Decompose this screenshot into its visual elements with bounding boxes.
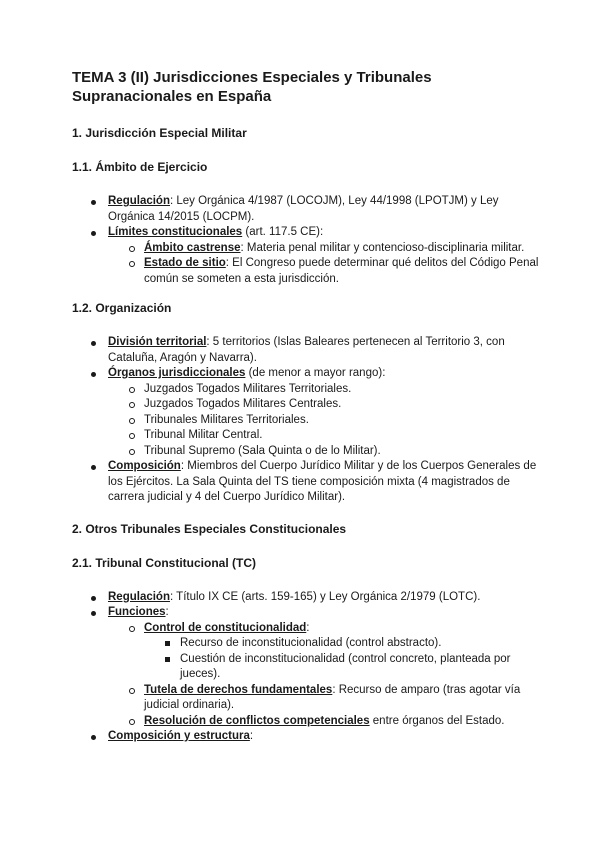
regulacion-text: : Ley Orgánica 4/1987 (LOCOJM), Ley 44/1998 (LPOTJM) y Ley Orgánica 14/2015 (LOCPM). xyxy=(108,195,499,223)
control-label: Control de constitucionalidad xyxy=(144,621,307,634)
tc-composicion-text: : xyxy=(249,730,254,742)
document-page xyxy=(72,68,542,759)
sitio-text: : El Congreso puede determinar qué delitos del Código Penal común se someten a esta jurisdicción. xyxy=(144,257,539,285)
section-2-1-list xyxy=(72,590,542,745)
list-item: Tribunales Militares Territoriales. xyxy=(108,413,542,429)
list-item-control xyxy=(108,621,542,683)
section-1-1-heading: 1.1. Ámbito de Ejercicio xyxy=(72,160,208,174)
organos-text: (de menor a mayor rango): xyxy=(245,367,386,379)
list-item-ambito xyxy=(108,241,542,257)
ambito-text: : Materia penal militar y contencioso-disciplinaria militar. xyxy=(240,241,525,254)
composicion-label: Composición xyxy=(108,460,181,472)
regulacion-label: Regulación xyxy=(108,195,170,207)
list-item-division xyxy=(72,335,542,366)
list-item-regulacion xyxy=(72,194,542,225)
document-title: TEMA 3 (II) Jurisdicciones Especiales y Tribunales Supranacionales en España xyxy=(72,69,432,105)
section-1-2-list xyxy=(72,335,542,506)
control-sublist xyxy=(144,636,542,683)
funciones-label: Funciones xyxy=(108,606,166,618)
conflictos-text: entre órganos del Estado. xyxy=(369,714,505,727)
limites-sublist xyxy=(108,241,542,288)
limites-label: Límites constitucionales xyxy=(108,226,243,238)
control-text: : xyxy=(306,621,310,634)
ambito-label: Ámbito castrense xyxy=(144,241,241,254)
limites-text: (art. 117.5 CE): xyxy=(242,226,324,238)
list-item-tc-composicion xyxy=(72,729,542,745)
list-item-organos xyxy=(72,366,542,459)
tc-composicion-label: Composición y estructura xyxy=(108,730,250,742)
organos-label: Órganos jurisdiccionales xyxy=(108,367,246,379)
section-2-heading: 2. Otros Tribunales Especiales Constitucionales xyxy=(72,521,347,536)
list-item-sitio xyxy=(108,256,542,287)
division-text: : 5 territorios (Islas Baleares pertenecen al Territorio 3, con Cataluña, Aragón y Navarra). xyxy=(108,336,505,364)
funciones-text: : xyxy=(165,606,169,618)
list-item: Juzgados Togados Militares Territoriales. xyxy=(108,382,542,398)
conflictos-label: Resolución de conflictos competenciales xyxy=(144,714,370,727)
composicion-text: : Miembros del Cuerpo Jurídico Militar y de los Cuerpos Generales de los Ejércitos. La Sala Quinta del TS tiene composición mixta (4 magistrados de carrera judicial y 4 del Cuerpo Jurídico Militar). xyxy=(108,460,537,503)
list-item-funciones xyxy=(72,605,542,729)
tutela-label: Tutela de derechos fundamentales xyxy=(144,683,333,696)
list-item-tc-regulacion xyxy=(72,590,542,606)
list-item-composicion xyxy=(72,459,542,506)
list-item: Tribunal Militar Central. xyxy=(108,428,542,444)
list-item-cuestion: Cuestión de inconstitucionalidad (control concreto, planteada por jueces). xyxy=(144,652,542,683)
tc-regulacion-label: Regulación xyxy=(108,590,170,603)
section-2-1-heading: 2.1. Tribunal Constitucional (TC) xyxy=(72,555,257,570)
division-label: División territorial xyxy=(108,336,207,348)
list-item-conflictos xyxy=(108,714,542,730)
list-item-tutela xyxy=(108,683,542,714)
section-1-heading: 1. Jurisdicción Especial Militar xyxy=(72,126,247,140)
tc-regulacion-text: : Título IX CE (arts. 159-165) y Ley Orgánica 2/1979 (LOTC). xyxy=(169,590,481,603)
list-item: Tribunal Supremo (Sala Quinta o de lo Militar). xyxy=(108,444,542,460)
list-item-recurso: Recurso de inconstitucionalidad (control abstracto). xyxy=(144,636,542,652)
section-1-2-heading: 1.2. Organización xyxy=(72,301,172,315)
tutela-text: : Recurso de amparo (tras agotar vía judicial ordinaria). xyxy=(144,683,521,711)
list-item-limites xyxy=(72,225,542,287)
sitio-label: Estado de sitio xyxy=(144,257,226,269)
list-item: Juzgados Togados Militares Centrales. xyxy=(108,397,542,413)
organos-sublist xyxy=(108,382,542,460)
funciones-sublist xyxy=(108,621,542,730)
section-1-1-list xyxy=(72,194,542,287)
